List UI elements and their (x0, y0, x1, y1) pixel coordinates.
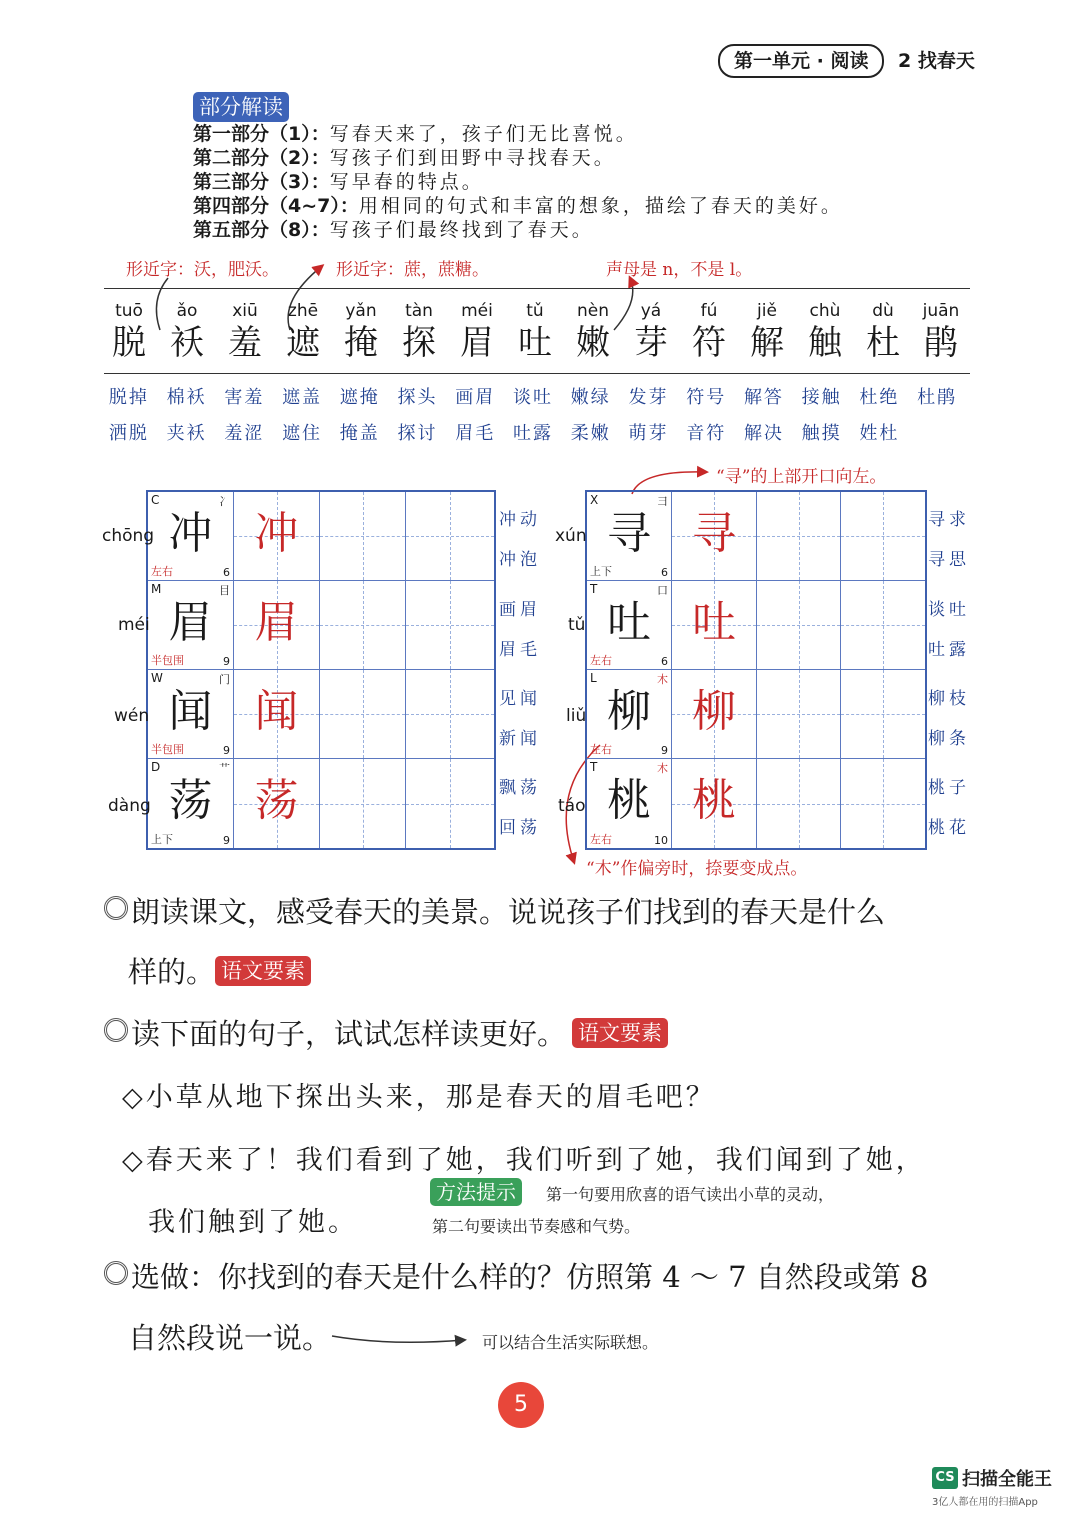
char-letter: D (151, 760, 161, 774)
grid-pinyin: chōng (102, 526, 155, 546)
char-structure: 左右 (590, 654, 612, 667)
grid-trace-char: 荡 (254, 775, 299, 826)
char-pinyin: juān (922, 301, 960, 321)
grid-pinyin: wén (114, 706, 150, 726)
grid-trace-cell (672, 670, 757, 759)
char-glyph: 芽 (634, 323, 668, 363)
grid-word: 冲动 (499, 510, 541, 530)
watermark-slogan: 3亿人都在用的扫描App (932, 1497, 1038, 1508)
bullet-circle-icon (104, 1261, 128, 1285)
vocab-word: 羞涩 (224, 423, 265, 444)
char-radical: 目 (219, 584, 230, 597)
char-glyph: 鹃 (924, 323, 958, 363)
grid-char: 荡 (168, 775, 213, 826)
char-glyph: 袄 (170, 323, 204, 363)
vocab-word: 探讨 (397, 423, 438, 444)
annotation-similar-char-2: 形近字：蔗，蔗糖。 (336, 260, 489, 280)
vocab-word: 解答 (743, 387, 784, 408)
grid-char-cell (148, 670, 234, 759)
char-structure: 左右 (590, 743, 612, 756)
vocab-word: 夹袄 (166, 423, 207, 444)
char-letter: X (590, 493, 599, 507)
grid-char: 柳 (607, 686, 651, 737)
vocab-word: 探头 (397, 387, 438, 408)
char-glyph: 掩 (344, 323, 378, 363)
grid-blank-cell[interactable] (757, 492, 841, 581)
grid-trace-cell (234, 759, 320, 848)
char-card (622, 300, 680, 364)
grid-word: 柳条 (928, 729, 970, 749)
vocab-word: 吐露 (513, 423, 553, 444)
part-label: 第一部分（1）： (193, 123, 330, 145)
language-element-tag: 语文要素 (572, 1018, 668, 1048)
character-row (100, 300, 970, 364)
char-card (564, 300, 622, 364)
grid-blank-cell[interactable] (320, 759, 406, 848)
cs-logo-icon: CS (932, 1467, 958, 1489)
char-card (912, 300, 970, 364)
vocab-word: 掩盖 (339, 423, 380, 444)
scanner-watermark (932, 1465, 1052, 1508)
grid-char-cell (587, 492, 672, 581)
char-glyph: 触 (808, 323, 842, 363)
method-tip-line1: 第一句要用欣喜的语气读出小草的灵动， (546, 1185, 835, 1204)
grid-word: 寻求 (928, 510, 970, 530)
char-pinyin: yá (640, 301, 662, 321)
question-3 (104, 1257, 928, 1297)
char-glyph: 吐 (518, 323, 552, 363)
char-pinyin: tuō (115, 301, 143, 321)
vocab-word: 眉毛 (455, 423, 496, 444)
grid-blank-cell[interactable] (320, 581, 406, 670)
unit-label: 第一单元 · 阅读 (718, 44, 884, 78)
char-card (390, 300, 448, 364)
grid-blank-cell[interactable] (841, 492, 925, 581)
grid-blank-cell[interactable] (757, 581, 841, 670)
grid-blank-cell[interactable] (320, 670, 406, 759)
part-desc: 写孩子们最终找到了春天。 (329, 219, 594, 241)
grid-blank-cell[interactable] (320, 492, 406, 581)
part-label: 第二部分（2）： (193, 147, 330, 169)
part-desc: 写孩子们到田野中寻找春天。 (329, 147, 616, 169)
char-letter: L (590, 671, 597, 685)
char-radical: 木 (657, 762, 668, 775)
annotation-initial-n: 声母是 n，不是 l。 (606, 260, 753, 280)
writing-grid-left (146, 490, 496, 850)
grid-trace-char: 寻 (692, 508, 736, 559)
grid-char-cell (148, 492, 234, 581)
char-card (796, 300, 854, 364)
grid-word: 见闻 (499, 689, 541, 709)
char-radical: 彐 (657, 495, 668, 508)
question-1 (104, 892, 885, 932)
grid-char: 闻 (168, 686, 213, 737)
grid-pinyin: liǔ (566, 706, 587, 726)
grid-trace-char: 桃 (692, 775, 736, 826)
vocab-word: 萌芽 (628, 423, 669, 444)
vocab-word: 谈吐 (513, 387, 553, 408)
grid-pinyin: méi (118, 615, 150, 635)
char-letter: T (590, 760, 598, 774)
char-strokes: 6 (661, 566, 668, 579)
char-pinyin: tàn (405, 301, 433, 321)
char-pinyin: méi (461, 301, 493, 321)
question-1-line2: 样的。 (128, 955, 216, 989)
char-radical: 口 (657, 584, 668, 597)
char-card (216, 300, 274, 364)
lesson-title: 2 找春天 (898, 50, 975, 72)
sentence-1: ◇小草从地下探出头来，那是春天的眉毛吧？ (122, 1082, 716, 1113)
grid-char-cell (587, 759, 672, 848)
char-radical: 冫 (219, 495, 230, 508)
vocab-word: 触摸 (801, 423, 842, 444)
grid-trace-char: 冲 (254, 508, 299, 559)
bullet-circle-icon (104, 1018, 128, 1042)
char-pinyin: zhē (287, 301, 319, 321)
grid-trace-cell (672, 492, 757, 581)
grid-pinyin: táo (558, 796, 586, 816)
vocab-word: 杜鹃 (917, 387, 958, 408)
vocab-row-1 (100, 378, 966, 414)
bottom-rule (104, 373, 970, 374)
vocab-word: 遮住 (282, 423, 323, 444)
grid-char: 吐 (607, 597, 651, 648)
question-2-text: 读下面的句子，试试怎样读更好。 (131, 1017, 567, 1051)
sentence-2-line1: ◇春天来了！我们看到了她，我们听到了她，我们闻到了她， (122, 1145, 926, 1176)
char-strokes: 6 (223, 566, 230, 579)
grid-char: 寻 (607, 508, 651, 559)
char-pinyin: chù (809, 301, 841, 321)
char-structure: 上下 (590, 565, 612, 578)
grid-word: 回荡 (499, 818, 541, 838)
writing-grid-right (585, 490, 927, 850)
char-radical: 门 (219, 673, 230, 686)
char-structure: 左右 (590, 833, 612, 846)
char-strokes: 10 (654, 834, 668, 847)
char-pinyin: nèn (576, 301, 609, 321)
char-glyph: 眉 (460, 323, 494, 363)
method-tip-line2: 第二句要读出节奏感和气势。 (432, 1217, 641, 1236)
vocab-word: 符号 (686, 387, 727, 408)
part-desc: 写春天来了，孩子们无比喜悦。 (329, 123, 638, 145)
question-3-line2: 自然段说一说。 (128, 1321, 332, 1355)
char-letter: M (151, 582, 162, 596)
char-card (332, 300, 390, 364)
part-desc: 用相同的句式和丰富的想象，描绘了春天的美好。 (358, 195, 843, 217)
char-glyph: 遮 (286, 323, 320, 363)
char-pinyin: dù (872, 301, 894, 321)
bullet-circle-icon (104, 896, 128, 920)
grid-char: 桃 (607, 775, 651, 826)
char-pinyin: xiū (232, 301, 258, 321)
grid-blank-cell[interactable] (841, 759, 925, 848)
grid-word: 眉毛 (499, 640, 541, 660)
vocab-block (100, 378, 966, 450)
grid-blank-cell[interactable] (841, 670, 925, 759)
grid-char-cell (148, 759, 234, 848)
char-card (506, 300, 564, 364)
char-strokes: 9 (661, 744, 668, 757)
grid-trace-cell (672, 581, 757, 670)
char-glyph: 杜 (866, 323, 900, 363)
char-structure: 半包围 (151, 654, 184, 667)
char-structure: 左右 (151, 565, 173, 578)
char-structure: 半包围 (151, 743, 184, 756)
vocab-word: 画眉 (455, 387, 496, 408)
part-desc: 写早春的特点。 (329, 171, 484, 193)
char-pinyin: fú (700, 301, 718, 321)
grid-blank-cell[interactable] (757, 670, 841, 759)
annotation-wood-radical: “木”作偏旁时，捺要变成点。 (586, 859, 808, 879)
grid-word: 飘荡 (499, 778, 541, 798)
grid-trace-cell (234, 492, 320, 581)
grid-char-cell (148, 581, 234, 670)
char-pinyin: ǎo (176, 301, 198, 321)
grid-char: 眉 (168, 597, 213, 648)
grid-trace-cell (234, 581, 320, 670)
char-strokes: 9 (223, 655, 230, 668)
char-card (448, 300, 506, 364)
grid-trace-cell (234, 670, 320, 759)
char-strokes: 9 (223, 834, 230, 847)
grid-trace-char: 吐 (692, 597, 736, 648)
char-letter: C (151, 493, 160, 507)
vocab-word: 发芽 (628, 387, 669, 408)
question-1-cont (128, 952, 311, 992)
char-card (274, 300, 332, 364)
grid-trace-char: 眉 (254, 597, 299, 648)
vocab-word: 杜绝 (859, 387, 900, 408)
grid-char: 冲 (168, 508, 213, 559)
grid-pinyin: dàng (108, 796, 151, 816)
grid-pinyin: xún (555, 526, 587, 546)
question-3-line1: 选做：你找到的春天是什么样的？仿照第 4 ～ 7 自然段或第 8 (131, 1260, 929, 1294)
vocab-word: 嫩绿 (570, 387, 611, 408)
grid-word: 新闻 (499, 729, 541, 749)
grid-blank-cell[interactable] (841, 581, 925, 670)
vocab-word: 遮盖 (282, 387, 323, 408)
char-card (680, 300, 738, 364)
question-3-tip: 可以结合生活实际联想。 (482, 1333, 659, 1352)
grid-blank-cell[interactable] (406, 759, 494, 848)
grid-blank-cell[interactable] (406, 492, 494, 581)
char-glyph: 符 (692, 323, 726, 363)
grid-word: 吐露 (928, 640, 970, 660)
vocab-word: 柔嫩 (570, 423, 611, 444)
vocab-word: 接触 (801, 387, 842, 408)
vocab-word: 棉袄 (166, 387, 207, 408)
page-number: 5 (498, 1382, 544, 1428)
char-card (158, 300, 216, 364)
vocab-word: 姓杜 (859, 423, 900, 444)
char-glyph: 探 (402, 323, 436, 363)
grid-trace-cell (672, 759, 757, 848)
grid-word: 寻思 (928, 550, 970, 570)
watermark-name: 扫描全能王 (962, 1469, 1052, 1490)
grid-blank-cell[interactable] (406, 670, 494, 759)
char-letter: T (590, 582, 598, 596)
grid-word: 柳枝 (928, 689, 970, 709)
language-element-tag: 语文要素 (215, 956, 311, 986)
char-structure: 上下 (151, 833, 173, 846)
question-2 (104, 1014, 668, 1054)
char-glyph: 脱 (112, 323, 146, 363)
vocab-word: 遮掩 (339, 387, 380, 408)
vocab-word: 解决 (743, 423, 784, 444)
part-label: 第四部分（4~7）： (193, 195, 359, 217)
grid-word: 桃花 (928, 818, 970, 838)
grid-pinyin: tǔ (568, 615, 586, 635)
grid-word: 冲泡 (499, 550, 541, 570)
grid-trace-char: 柳 (692, 686, 736, 737)
char-glyph: 解 (750, 323, 784, 363)
char-strokes: 9 (223, 744, 230, 757)
question-1-line1: 朗读课文，感受春天的美景。说说孩子们找到的春天是什么 (131, 895, 886, 929)
vocab-row-2 (100, 414, 966, 450)
vocab-word: 洒脱 (108, 423, 149, 444)
grid-word: 桃子 (928, 778, 970, 798)
grid-word: 画眉 (499, 600, 541, 620)
char-card (854, 300, 912, 364)
char-pinyin: yǎn (345, 301, 377, 321)
sentence-2-line2: 我们触到了她。 (148, 1207, 358, 1238)
char-strokes: 6 (661, 655, 668, 668)
grid-blank-cell[interactable] (406, 581, 494, 670)
part-label: 第三部分（3）： (193, 171, 330, 193)
annotation-similar-char-1: 形近字：沃，肥沃。 (126, 260, 279, 280)
vocab-word: 脱掉 (108, 387, 149, 408)
char-card (738, 300, 796, 364)
grid-word: 谈吐 (928, 600, 970, 620)
part-label: 第五部分（8）： (193, 219, 330, 241)
char-letter: W (151, 671, 163, 685)
method-tip-tag: 方法提示 (430, 1178, 522, 1206)
annotation-xun-tip: “寻”的上部开口向左。 (716, 467, 887, 487)
char-radical: 木 (657, 673, 668, 686)
grid-char-cell (587, 670, 672, 759)
partial-reading-tag: 部分解读 (193, 92, 289, 122)
grid-char-cell (587, 581, 672, 670)
vocab-word: 害羞 (224, 387, 265, 408)
char-pinyin: jiě (757, 301, 777, 321)
top-rule (104, 288, 970, 289)
char-card (100, 300, 158, 364)
char-glyph: 羞 (228, 323, 262, 363)
char-radical: 艹 (219, 762, 230, 775)
vocab-word: 音符 (686, 423, 727, 444)
grid-trace-char: 闻 (254, 686, 299, 737)
grid-blank-cell[interactable] (757, 759, 841, 848)
char-glyph: 嫩 (576, 323, 610, 363)
char-pinyin: tǔ (526, 301, 544, 321)
